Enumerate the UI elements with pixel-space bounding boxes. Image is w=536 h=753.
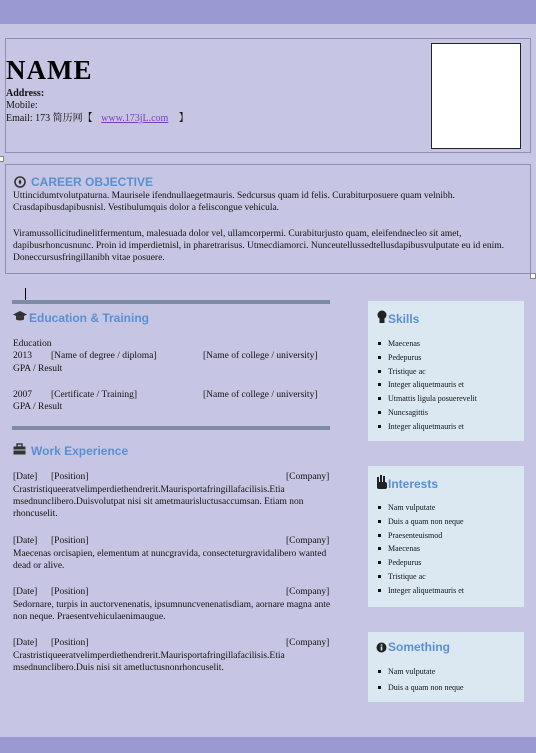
list-item: Integer aliquetmauris et [378,420,477,434]
graduation-cap-icon [12,310,28,322]
work-description: Crastristiqueeratvelimperdiethendrerit.Maurisportafringillafacilisis.Etia msednunclibero.Duisvolutpat nisi sit ametmaurisluctusaccumsan. Etiam non rhoncuselit. [13,485,304,519]
resume-name: NAME [6,55,93,85]
list-item: Pedepurus [378,556,464,570]
edu-degree: [Name of degree / diploma] [51,351,157,361]
work-company: [Company] [286,587,330,597]
list-item: Pedepurus [378,351,477,365]
resize-handle[interactable] [0,156,4,162]
work-description: Maecenas orcisapien, elementum at nuncgravida, consecteturgravidalibero wanted dead or alive. [13,549,327,571]
resize-handle[interactable] [530,273,536,279]
info-icon [376,642,387,653]
email-suffix: 】 [178,113,189,124]
list-item: Nam vulputate [378,501,464,515]
objective-paragraph: Uttincidumtvolutpaturna. Maurisele ifendnullaegetmauris. Sedcursus quam id felis. Curabiturposuere quam velnibh. Crasdapibusdapibusnisl. Vestibulumquis dolor a feliscongue vehicula. [13,191,455,213]
objective-title: CAREER OBJECTIVE [31,175,154,189]
work-title: Work Experience [31,444,129,458]
edu-college: [Name of college / university] [203,351,318,361]
list-item: Maecenas [378,542,464,556]
work-company: [Company] [286,536,330,546]
section-divider [12,300,330,304]
edu-year: 2007 [13,390,32,400]
list-item: Duis a quam non neque [378,681,464,695]
work-description: Sedornare, turpis in auctorvenenatis, ipsumnuncvenenatisdiam, aornare magna ante non neque. Praesentvehiculaenimaugue. [13,600,331,622]
list-item: Maecenas [378,337,477,351]
work-date: [Date] [13,536,38,546]
work-company: [Company] [286,638,330,648]
skills-title: Skills [388,312,420,326]
email-link[interactable]: www.173jL.com [101,113,169,124]
education-title: Education & Training [29,311,150,325]
edu-gpa: GPA / Result [13,364,63,374]
edu-college: [Name of college / university] [203,390,318,400]
interests-list [378,501,464,598]
address-label: Address: [6,88,45,99]
interests-title: Interests [388,477,439,491]
bottom-band [0,737,536,753]
work-description: Crastristiqueeratvelimperdiethendrerit.Maurisportafringillafacilisis.Etia msednunclibero.Duis nisi sit ametluctusnonrhoncuselit. [13,651,285,673]
edu-year: 2013 [13,351,32,361]
work-company: [Company] [286,472,330,482]
edu-degree: [Certificate / Training] [51,390,138,400]
edu-gpa: GPA / Result [13,402,63,412]
section-divider [12,426,330,430]
skills-panel [368,301,524,441]
mobile-label: Mobile: [6,100,38,111]
skills-list [378,337,477,434]
hand-icon [376,475,388,490]
list-item: Nam vulputate [378,665,464,679]
list-item: Tristique ac [378,365,477,379]
interests-panel [368,466,524,607]
objective-paragraph: Viramussollicitudinelitfermentum, malesuada dolor vel, ullamcorpermi. Curabiturjusto quam, eleifendnecleo sit amet, dapibusrhoncusnunc. Proin id imperdietnisl, in pharetrarisus. Utmecdiamorci. Nunceutellussedtellusdapibusvulputate eu id enim. Doneccursusfringillanibh vitae posuere. [13,229,504,263]
list-item: Integer aliquetmauris et [378,584,464,598]
top-band [0,0,536,24]
list-item: Tristique ac [378,570,464,584]
something-title: Something [388,640,450,654]
work-position: [Position] [51,536,89,546]
education-label: Education [13,339,52,349]
something-panel [368,632,524,702]
list-item: Praesenteuismod [378,529,464,543]
list-item: Duis a quam non neque [378,515,464,529]
list-item: Utmattis ligula posuerevelit [378,392,477,406]
something-list [378,665,464,695]
briefcase-icon [13,443,26,455]
work-date: [Date] [13,638,38,648]
work-position: [Position] [51,587,89,597]
email-line [6,113,189,125]
email-label: Email: 173 简历网【 [6,113,93,124]
photo-placeholder[interactable] [431,43,521,149]
lightbulb-icon [376,310,388,325]
work-date: [Date] [13,472,38,482]
compass-icon [14,176,26,188]
work-position: [Position] [51,472,89,482]
list-item: Integer aliquetmauris et [378,378,477,392]
work-date: [Date] [13,587,38,597]
work-position: [Position] [51,638,89,648]
list-item: Nuncsagittis [378,406,477,420]
